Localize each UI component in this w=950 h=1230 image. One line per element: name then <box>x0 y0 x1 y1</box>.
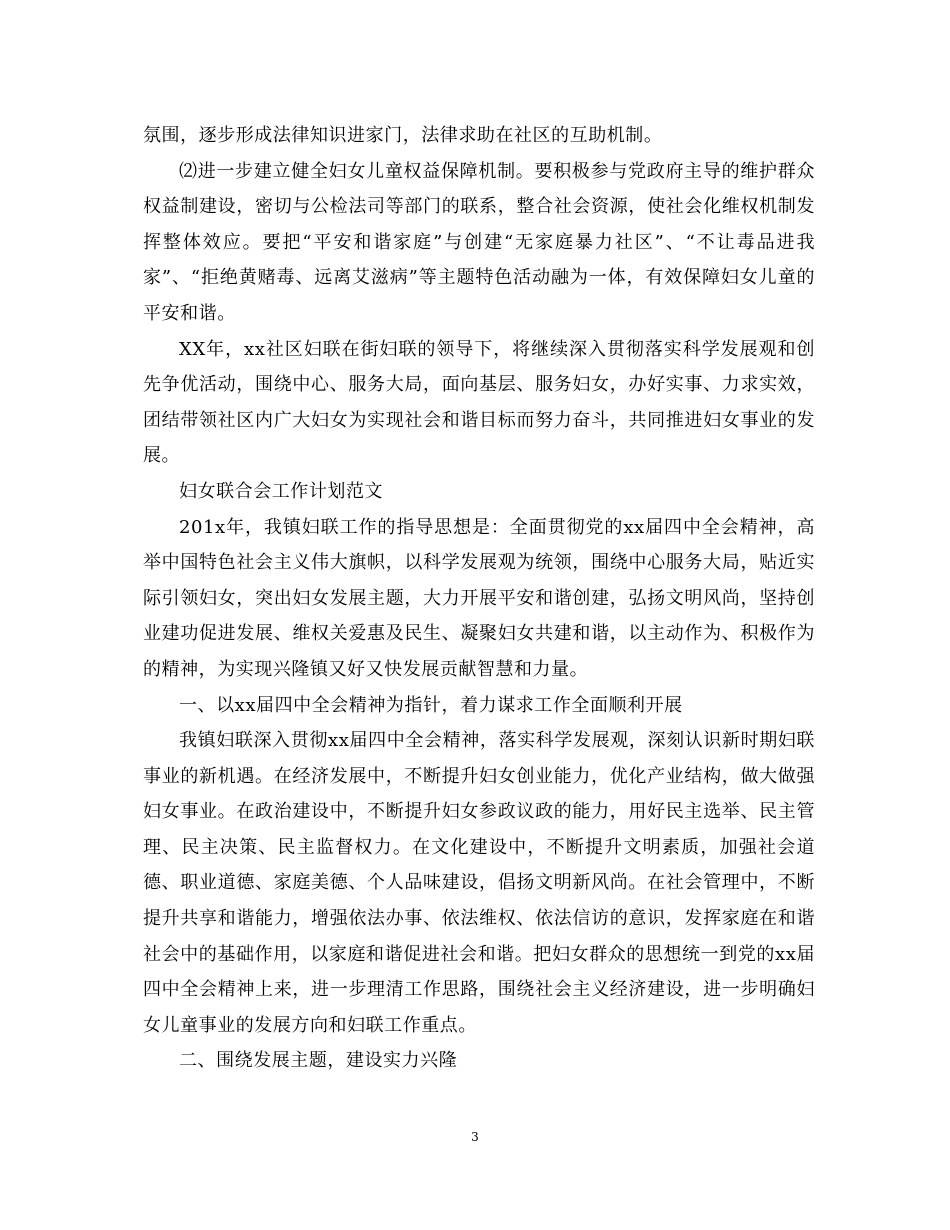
document-body <box>143 118 815 1079</box>
paragraph: ⑵进一步建立健全妇女儿童权益保障机制。要积极参与党政府主导的维护群众权益制建设，密切与公检法司等部门的联系，整合社会资源，使社会化维权机制发挥整体效应。要把“平安和谐家庭”与创建“无家庭暴力社区”、“不让毒品进我家”、“拒绝黄赌毒、远离艾滋病”等主题特色活动融为一体，有效保障妇女儿童的平安和谐。 <box>143 160 815 324</box>
paragraph: 我镇妇联深入贯彻xx届四中全会精神，落实科学发展观，深刻认识新时期妇联事业的新机遇。在经济发展中，不断提升妇女创业能力，优化产业结构，做大做强妇女事业。在政治建设中，不断提升妇女参政议政的能力，用好民主选举、民主管理、民主决策、民主监督权力。在文化建设中，不断提升文明素质，加强社会道德、职业道德、家庭美德、个人品味建设，倡扬文明新风尚。在社会管理中，不断提升共享和谐能力，增强依法办事、依法维权、依法信访的意识，发挥家庭在和谐社会中的基础作用，以家庭和谐促进社会和谐。把妇女群众的思想统一到党的xx届四中全会精神上来，进一步理清工作思路，围绕社会主义经济建设，进一步明确妇女儿童事业的发展方向和妇联工作重点。 <box>143 730 815 1036</box>
section-heading: 二、围绕发展主题，建设实力兴隆 <box>179 1050 458 1072</box>
section-title: 妇女联合会工作计划范文 <box>179 480 384 502</box>
page-number: 3 <box>471 1130 479 1144</box>
paragraph: 氛围，逐步形成法律知识进家门，法律求助在社区的互助机制。 <box>143 125 663 146</box>
section-heading: 一、以xx届四中全会精神为指针，着力谋求工作全面顺利开展 <box>179 694 683 716</box>
paragraph: 201x年，我镇妇联工作的指导思想是：全面贯彻党的xx届四中全会精神，高举中国特色社会主义伟大旗帜，以科学发展观为统领，围绕中心服务大局，贴近实际引领妇女，突出妇女发展主题，大力开展平安和谐创建，弘扬文明风尚，坚持创业建功促进发展、维权关爱惠及民生、凝聚妇女共建和谐，以主动作为、积极作为的精神，为实现兴隆镇又好又快发展贡献智慧和力量。 <box>143 516 815 680</box>
paragraph: XX年，xx社区妇联在街妇联的领导下，将继续深入贯彻落实科学发展观和创先争优活动，围绕中心、服务大局，面向基层、服务妇女，办好实事、力求实效，团结带领社区内广大妇女为实现社会和谐目标而努力奋斗，共同推进妇女事业的发展。 <box>143 338 815 467</box>
